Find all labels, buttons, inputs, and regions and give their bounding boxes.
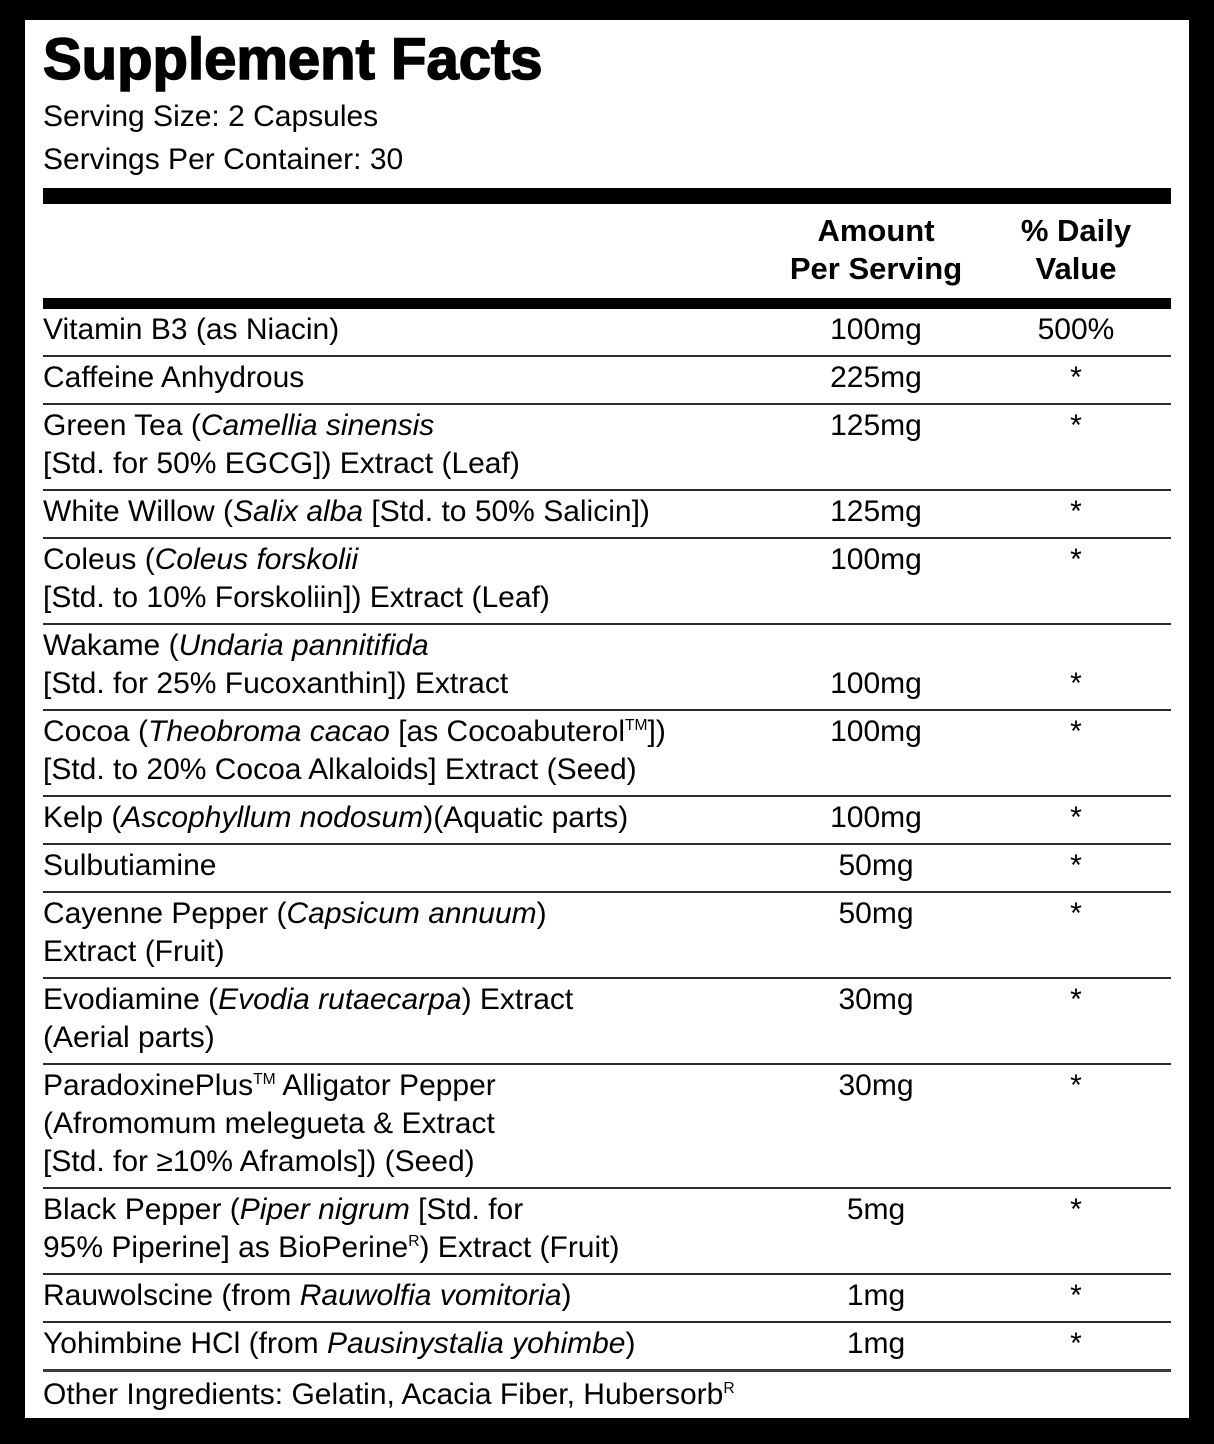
ingredient-table [43, 309, 1171, 1369]
text-segment: ) [625, 1326, 636, 1360]
text-segment: )(Aquatic parts) [423, 800, 629, 834]
ingredient-row-line [43, 1191, 1171, 1229]
amount-value [771, 579, 981, 617]
amount-value [771, 1143, 981, 1181]
ingredient-row-line [43, 311, 1171, 349]
amount-value [771, 445, 981, 483]
ingredient-name [43, 1019, 771, 1057]
header-amount-per-serving [771, 212, 981, 288]
ingredient-row [43, 797, 1171, 845]
daily-value: * [1070, 542, 1082, 576]
ingredient-name [43, 1229, 771, 1267]
ingredient-row-line [43, 1019, 1171, 1057]
text-segment: ) [561, 1278, 572, 1312]
text-segment: ) [536, 896, 547, 930]
amount-value: 100mg [830, 666, 922, 700]
daily-value: * [1070, 1326, 1082, 1360]
ingredient-row-line [43, 407, 1171, 445]
daily-value [981, 751, 1171, 789]
table-header [43, 204, 1171, 298]
text-segment: Evodiamine ( [43, 982, 219, 1016]
text-segment: White Willow ( [43, 494, 234, 528]
botanical-name: Capsicum annuum [286, 896, 537, 930]
ingredient-row-line [43, 933, 1171, 971]
ingredient-row-line [43, 493, 1171, 531]
header-amount-line2: Per Serving [789, 250, 963, 286]
botanical-name: Rauwolfia vomitoria [299, 1278, 562, 1312]
ingredient-row [43, 979, 1171, 1065]
amount-value: 5mg [846, 1192, 906, 1226]
amount-value: 100mg [830, 542, 922, 576]
daily-value: * [1070, 1192, 1082, 1226]
ingredient-name [43, 799, 771, 837]
text-segment: Extract (Fruit) [43, 934, 225, 968]
amount-value: 100mg [830, 312, 922, 346]
ingredient-row [43, 1275, 1171, 1323]
ingredient-name [43, 751, 771, 789]
text-segment: Kelp ( [43, 800, 122, 834]
ingredient-row-line [43, 541, 1171, 579]
botanical-name: Piper nigrum [239, 1192, 410, 1226]
amount-value: 50mg [838, 896, 914, 930]
ingredient-row [43, 711, 1171, 797]
text-segment: [Std. for ≥10% Aframols]) (Seed) [43, 1144, 475, 1178]
text-segment: [Std. to 10% Forskoliin]) Extract (Leaf) [43, 580, 550, 614]
ingredient-name [43, 579, 771, 617]
ingredient-name [43, 627, 771, 665]
ingredient-name [43, 311, 771, 349]
amount-value: 30mg [838, 982, 914, 1016]
text-segment: Coleus ( [43, 542, 155, 576]
text-segment: ]) [647, 714, 666, 748]
botanical-name: Pausinystalia yohimbe [327, 1326, 626, 1360]
ingredient-name [43, 359, 771, 397]
amount-value: 125mg [830, 494, 922, 528]
ingredient-row [43, 893, 1171, 979]
header-dv-line2: Value [1035, 250, 1117, 286]
divider-bar-header [43, 298, 1171, 309]
ingredient-row-line [43, 1105, 1171, 1143]
text-segment: [as Cocoabuterol [389, 714, 625, 748]
daily-value [981, 445, 1171, 483]
ingredient-row [43, 539, 1171, 625]
daily-value [981, 579, 1171, 617]
amount-value [771, 627, 981, 665]
daily-value [981, 1143, 1171, 1181]
botanical-name: Evodia rutaecarpa [218, 982, 462, 1016]
daily-value: * [1070, 360, 1082, 394]
ingredient-name [43, 1277, 771, 1315]
text-segment: Green Tea ( [43, 408, 201, 442]
daily-value: * [1070, 896, 1082, 930]
daily-value: * [1070, 800, 1082, 834]
ingredient-name [43, 713, 771, 751]
text-segment: Black Pepper ( [43, 1192, 240, 1226]
superscript-mark: R [408, 1232, 420, 1250]
header-name-spacer [43, 212, 771, 288]
ingredient-name [43, 1105, 771, 1143]
superscript-mark: R [723, 1379, 735, 1397]
header-daily-value [981, 212, 1171, 288]
ingredient-row-line [43, 579, 1171, 617]
ingredient-row [43, 405, 1171, 491]
ingredient-row-line [43, 627, 1171, 665]
text-segment: Vitamin B3 (as Niacin) [43, 312, 340, 346]
ingredient-row-line [43, 1229, 1171, 1267]
ingredient-name [43, 665, 771, 703]
daily-value: * [1070, 848, 1082, 882]
botanical-name: Coleus forskolii [154, 542, 359, 576]
ingredient-row [43, 1065, 1171, 1189]
text-segment: ParadoxinePlus [43, 1068, 254, 1102]
text-segment: ) Extract (Fruit) [419, 1230, 620, 1264]
botanical-name: Salix alba [233, 494, 364, 528]
text-segment: Cayenne Pepper ( [43, 896, 287, 930]
text-segment: [Std. to 20% Cocoa Alkaloids] Extract (Seed) [43, 752, 637, 786]
daily-value [981, 1019, 1171, 1057]
amount-value [771, 1019, 981, 1057]
amount-value: 1mg [846, 1326, 906, 1360]
amount-value: 125mg [830, 408, 922, 442]
text-segment: [Std. for 50% EGCG]) Extract (Leaf) [43, 446, 520, 480]
amount-value: 50mg [838, 848, 914, 882]
ingredient-row-line [43, 1143, 1171, 1181]
amount-value [771, 1229, 981, 1267]
botanical-name: Theobroma cacao [148, 714, 390, 748]
superscript-mark: TM [253, 1070, 276, 1088]
amount-value: 100mg [830, 714, 922, 748]
ingredient-name [43, 895, 771, 933]
other-ingredients-text [43, 1369, 1171, 1418]
ingredient-row-line [43, 847, 1171, 885]
servings-per-container-text: Servings Per Container: 30 [43, 142, 404, 176]
text-segment: (Afromomum melegueta & Extract [43, 1106, 495, 1140]
supplement-facts-panel [25, 20, 1189, 1418]
ingredient-row-line [43, 1325, 1171, 1363]
ingredient-row [43, 357, 1171, 405]
divider-bar-top [43, 188, 1171, 204]
amount-value [771, 933, 981, 971]
ingredient-name [43, 1067, 771, 1105]
ingredient-name [43, 933, 771, 971]
ingredient-row-line [43, 665, 1171, 703]
ingredient-row-line [43, 895, 1171, 933]
amount-value [771, 751, 981, 789]
ingredient-row-line [43, 981, 1171, 1019]
daily-value: * [1070, 982, 1082, 1016]
serving-size-text: Serving Size: 2 Capsules [43, 99, 379, 133]
ingredient-row [43, 309, 1171, 357]
amount-value: 1mg [846, 1278, 906, 1312]
daily-value [981, 627, 1171, 665]
text-segment: Sulbutiamine [43, 848, 217, 882]
botanical-name: Ascophyllum nodosum [121, 800, 424, 834]
text-segment: 95% Piperine] as BioPerine [43, 1230, 409, 1264]
text-segment: Wakame ( [43, 628, 179, 662]
daily-value: 500% [1037, 312, 1115, 346]
botanical-name: Undaria pannitifida [178, 628, 429, 662]
daily-value: * [1070, 714, 1082, 748]
amount-value [771, 1105, 981, 1143]
text-segment: [Std. for 25% Fucoxanthin]) Extract [43, 666, 509, 700]
text-segment: (Aerial parts) [43, 1020, 215, 1054]
ingredient-row [43, 1323, 1171, 1369]
ingredient-name [43, 1143, 771, 1181]
ingredient-name [43, 407, 771, 445]
daily-value: * [1070, 494, 1082, 528]
ingredient-row-line [43, 751, 1171, 789]
header-amount-line1: Amount [817, 212, 935, 248]
amount-value: 225mg [830, 360, 922, 394]
daily-value: * [1070, 408, 1082, 442]
text-segment: Caffeine Anhydrous [43, 360, 305, 394]
ingredient-name [43, 1191, 771, 1229]
superscript-mark: TM [625, 716, 648, 734]
amount-value: 100mg [830, 800, 922, 834]
ingredient-row-line [43, 799, 1171, 837]
ingredient-row [43, 625, 1171, 711]
page-title: Supplement Facts [43, 27, 543, 92]
text-segment: [Std. for [409, 1192, 524, 1226]
ingredient-row-line [43, 713, 1171, 751]
text-segment: Yohimbine HCl (from [43, 1326, 327, 1360]
ingredient-name [43, 445, 771, 483]
ingredient-row-line [43, 1277, 1171, 1315]
ingredient-name [43, 493, 771, 531]
ingredient-name [43, 981, 771, 1019]
ingredient-row-line [43, 445, 1171, 483]
ingredient-row [43, 491, 1171, 539]
text-segment: ) Extract [461, 982, 574, 1016]
header-dv-line1: % Daily [1020, 212, 1132, 248]
text-segment: Other Ingredients: Gelatin, Acacia Fiber, Hubersorb [43, 1377, 724, 1411]
ingredient-name [43, 1325, 771, 1363]
ingredient-row-line [43, 359, 1171, 397]
text-segment: Alligator Pepper [275, 1068, 496, 1102]
ingredient-name [43, 541, 771, 579]
ingredient-row-line [43, 1067, 1171, 1105]
text-segment: [Std. to 50% Salicin]) [363, 494, 650, 528]
daily-value [981, 1105, 1171, 1143]
ingredient-row [43, 1189, 1171, 1275]
daily-value: * [1070, 1068, 1082, 1102]
text-segment: Rauwolscine (from [43, 1278, 300, 1312]
text-segment: Cocoa ( [43, 714, 149, 748]
amount-value: 30mg [838, 1068, 914, 1102]
ingredient-row [43, 845, 1171, 893]
botanical-name: Camellia sinensis [200, 408, 435, 442]
daily-value: * [1070, 1278, 1082, 1312]
daily-value [981, 933, 1171, 971]
daily-value [981, 1229, 1171, 1267]
ingredient-name [43, 847, 771, 885]
daily-value: * [1070, 666, 1082, 700]
